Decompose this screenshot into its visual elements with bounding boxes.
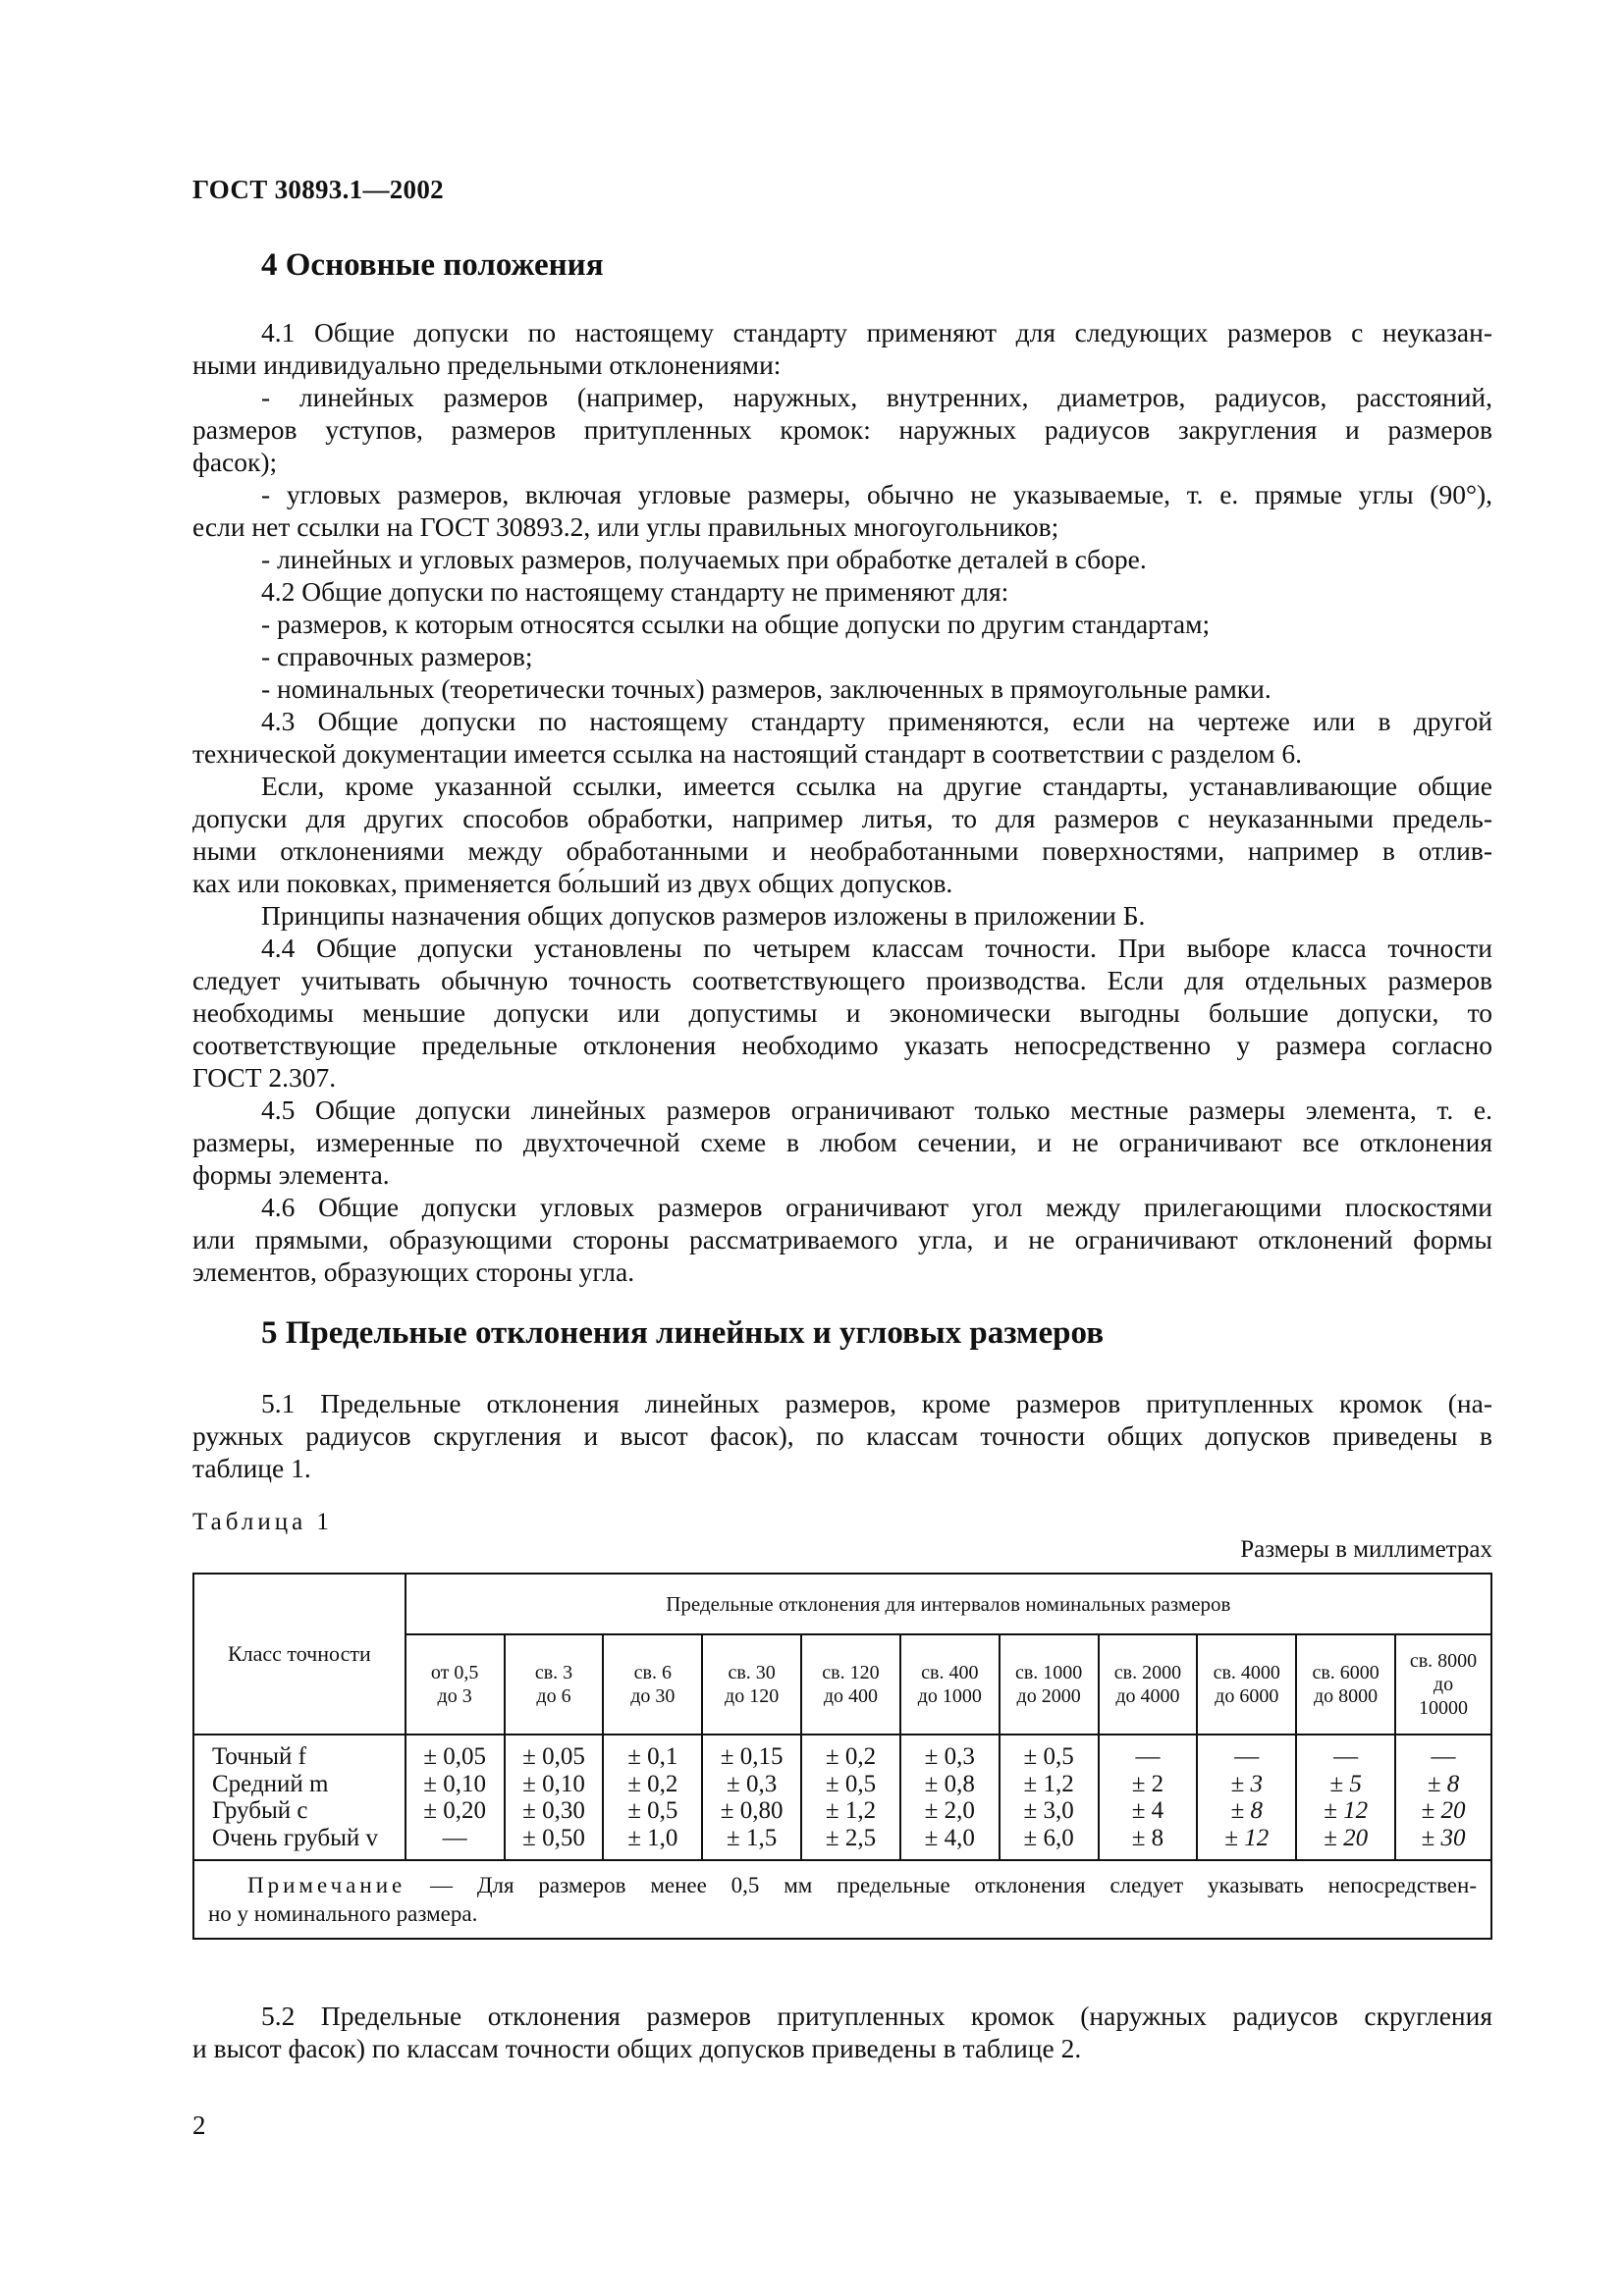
text-line: 4.2 Общие допуски по настоящему стандарту не применяют для: — [261, 576, 1009, 607]
tolerance-column — [505, 1735, 604, 1860]
page-number: 2 — [192, 2110, 206, 2140]
tolerance-value: ± 2 — [1131, 1770, 1164, 1797]
gost-header: ГОСТ 30893.1—2002 — [192, 175, 444, 204]
interval-header — [1197, 1634, 1296, 1735]
tolerance-value: ± 0,15 — [720, 1743, 784, 1770]
tolerance-value: ± 0,20 — [423, 1797, 486, 1824]
class-header: Класс точности — [193, 1574, 406, 1735]
tolerance-column — [801, 1735, 900, 1860]
text-line: 4.6 Общие допуски угловых размеров ограничивают угол между прилегающими плоскостями — [261, 1192, 1492, 1222]
tolerance-value: ± 30 — [1421, 1824, 1466, 1851]
tolerance-value: ± 0,2 — [825, 1743, 877, 1770]
class-name: Очень грубый v — [212, 1824, 378, 1851]
text-line: Если, кроме указанной ссылки, имеется ссылка на другие стандарты, устанавливающие общие — [261, 771, 1492, 801]
text-line: ГОСТ 2.307. — [192, 1062, 337, 1093]
tolerance-value: ± 2,5 — [825, 1824, 877, 1851]
tolerance-column — [1296, 1735, 1395, 1860]
text-line: формы элемента. — [192, 1159, 390, 1190]
tolerance-value: ± 0,5 — [627, 1797, 678, 1824]
text-line: - размеров, к которым относятся ссылки на общие допуски по другим стандартам; — [261, 609, 1211, 639]
tolerance-value: ± 8 — [1427, 1770, 1460, 1797]
note-line: но у номинального размера. — [208, 1901, 478, 1926]
tolerance-value: ± 1,2 — [825, 1797, 877, 1824]
tolerance-value: ± 3 — [1230, 1770, 1264, 1797]
text-line: следует учитывать обычную точность соответствующего производства. Если для отдельных размеров — [192, 965, 1492, 995]
interval-line: до — [1433, 1674, 1454, 1695]
tolerance-value: ± 1,2 — [1023, 1770, 1074, 1797]
interval-line: св. 6 — [633, 1662, 672, 1683]
interval-line: до 6000 — [1215, 1685, 1279, 1707]
class-names-cell — [193, 1735, 406, 1860]
class-name: Средний m — [212, 1770, 329, 1797]
text-line: ными отклонениями между обработанными и необработанными поверхностями, например в отлив- — [192, 835, 1492, 866]
text-line: 5.1 Предельные отклонения линейных размеров, кроме размеров притупленных кромок (на- — [261, 1388, 1492, 1418]
note-text: — Для размеров менее 0,5 мм предельные отклонения следует указывать непосредствен- — [406, 1873, 1477, 1897]
interval-line: до 8000 — [1314, 1685, 1379, 1707]
interval-line: св. 8000 — [1409, 1650, 1478, 1672]
tolerance-value: — — [1234, 1743, 1260, 1770]
text-line: и высот фасок) по классам точности общих допусков приведены в таблице 2. — [192, 2033, 1082, 2063]
interval-line: св. 1000 — [1014, 1662, 1083, 1683]
interval-line: до 3 — [437, 1685, 472, 1707]
text-line: - угловых размеров, включая угловые размеры, обычно не указываемые, т. е. прямые углы (90°), — [261, 479, 1492, 509]
text-line: ными индивидуально предельными отклонениями: — [192, 349, 782, 380]
text-line: размеров уступов, размеров притупленных кромок: наружных радиусов закругления и размеров — [192, 414, 1492, 445]
text-line: ружных радиусов скругления и высот фасок), по классам точности общих допусков приведены в — [192, 1420, 1492, 1451]
text-line: - линейных размеров (например, наружных, внутренних, диаметров, радиусов, расстояний, — [261, 382, 1492, 412]
tolerance-value: ± 0,50 — [522, 1824, 585, 1851]
text-line: - справочных размеров; — [261, 641, 533, 671]
text-line: Принципы назначения общих допусков размеров изложены в приложении Б. — [261, 900, 1146, 931]
tolerance-value: ± 4 — [1131, 1797, 1164, 1824]
table-caption: Таблица 1 — [192, 1509, 333, 1535]
tolerance-value: ± 5 — [1329, 1770, 1362, 1797]
tolerance-value: ± 8 — [1131, 1824, 1164, 1851]
interval-header — [406, 1634, 505, 1735]
tolerance-value: ± 0,8 — [924, 1770, 975, 1797]
tolerance-value: ± 0,80 — [720, 1797, 784, 1824]
text-line: или прямыми, образующими стороны рассматриваемого угла, и не ограничивают отклонений формы — [192, 1224, 1492, 1255]
tolerance-value: ± 0,10 — [522, 1770, 585, 1797]
tolerance-value: ± 8 — [1230, 1797, 1264, 1824]
tolerance-value: ± 12 — [1324, 1797, 1369, 1824]
paragraph-4-4 — [192, 932, 1492, 1094]
table-note — [193, 1860, 1491, 1939]
text-line: - линейных и угловых размеров, получаемых при обработке деталей в сборе. — [261, 544, 1147, 574]
text-line: таблице 1. — [192, 1453, 311, 1483]
paragraph-4-1-c — [192, 543, 1492, 575]
interval-header — [702, 1634, 801, 1735]
text-line: 4.4 Общие допуски установлены по четырем классам точности. При выборе класса точности — [261, 933, 1492, 963]
paragraph-4-3-b — [192, 770, 1492, 899]
text-line: размеры, измеренные по двухточечной схеме в любом сечении, и не ограничивают все отклонения — [192, 1127, 1492, 1157]
interval-line: до 120 — [725, 1685, 780, 1707]
text-line: необходимы меньшие допуски или допустимы и экономически выгодны большие допуски, то — [192, 997, 1492, 1028]
interval-line: от 0,5 — [430, 1662, 479, 1683]
paragraph-4-1 — [192, 316, 1492, 381]
text-line: соответствующие предельные отклонения необходимо указать непосредственно у размера согласно — [192, 1030, 1492, 1060]
text-line: - номинальных (теоретически точных) размеров, заключенных в прямоугольные рамки. — [261, 673, 1271, 704]
tolerance-value: — — [442, 1824, 467, 1851]
interval-line: до 6 — [536, 1685, 571, 1707]
tolerance-value: ± 0,5 — [825, 1770, 877, 1797]
tolerance-value: ± 0,3 — [924, 1743, 975, 1770]
group-header: Предельные отклонения для интервалов номинальных размеров — [406, 1574, 1491, 1634]
interval-line: 10000 — [1419, 1697, 1468, 1719]
interval-line: до 2000 — [1016, 1685, 1081, 1707]
interval-header — [801, 1634, 900, 1735]
interval-line: св. 3 — [534, 1662, 573, 1683]
tolerance-column — [603, 1735, 702, 1860]
tolerance-value: ± 2,0 — [924, 1797, 975, 1824]
tolerance-value: ± 1,0 — [627, 1824, 678, 1851]
text-line: элементов, образующих стороны угла. — [192, 1256, 635, 1287]
paragraph-5-1 — [192, 1387, 1492, 1484]
class-name: Точный f — [212, 1743, 306, 1770]
tolerance-value: ± 12 — [1224, 1824, 1270, 1851]
tolerance-value: — — [1431, 1743, 1456, 1770]
note-line — [208, 1871, 1477, 1899]
interval-line: св. 120 — [822, 1662, 880, 1683]
class-name: Грубый c — [212, 1797, 308, 1824]
tolerance-value: ± 0,2 — [627, 1770, 678, 1797]
paragraph-4-3-c — [192, 899, 1492, 932]
tolerance-column — [900, 1735, 1000, 1860]
interval-line: св. 6000 — [1312, 1662, 1380, 1683]
tolerance-column — [1099, 1735, 1198, 1860]
interval-line: св. 400 — [921, 1662, 979, 1683]
tolerance-table — [192, 1573, 1492, 1940]
text-line: допуски для других способов обработки, например литья, то для размеров с неуказанными предель- — [192, 803, 1492, 833]
interval-line: до 30 — [630, 1685, 676, 1707]
paragraph-4-6 — [192, 1191, 1492, 1288]
tolerance-value: ± 3,0 — [1023, 1797, 1074, 1824]
text-line: фасок); — [192, 447, 278, 477]
table-units: Размеры в миллиметрах — [1240, 1536, 1492, 1563]
paragraph-4-5 — [192, 1094, 1492, 1191]
tolerance-value: ± 20 — [1421, 1797, 1466, 1824]
tolerance-column — [702, 1735, 801, 1860]
text-line: если нет ссылки на ГОСТ 30893.2, или углы правильных многоугольников; — [192, 511, 1059, 542]
paragraph-5-2 — [192, 2000, 1492, 2064]
tolerance-column — [1395, 1735, 1491, 1860]
tolerance-column — [1000, 1735, 1099, 1860]
interval-line: до 400 — [823, 1685, 879, 1707]
tolerance-value: — — [1135, 1743, 1161, 1770]
interval-line: св. 4000 — [1213, 1662, 1280, 1683]
tolerance-value: ± 0,5 — [1023, 1743, 1074, 1770]
tolerance-column — [1197, 1735, 1296, 1860]
section-5-title: 5 Предельные отклонения линейных и угловых размеров — [261, 1315, 1105, 1351]
interval-header — [505, 1634, 604, 1735]
interval-header — [1000, 1634, 1099, 1735]
interval-line: до 4000 — [1115, 1685, 1180, 1707]
tolerance-value: ± 6,0 — [1023, 1824, 1074, 1851]
interval-header — [900, 1634, 1000, 1735]
text-line: 4.1 Общие допуски по настоящему стандарту применяют для следующих размеров с неуказан- — [261, 317, 1492, 347]
interval-line: св. 30 — [728, 1662, 776, 1683]
tolerance-value: — — [1333, 1743, 1359, 1770]
tolerance-value: ± 0,1 — [627, 1743, 678, 1770]
tolerance-value: ± 0,05 — [522, 1743, 585, 1770]
tolerance-value: ± 4,0 — [924, 1824, 975, 1851]
interval-header — [1099, 1634, 1198, 1735]
text-line: технической документации имеется ссылка на настоящий стандарт в соответствии с разделом 6. — [192, 738, 1303, 769]
tolerance-value: ± 0,05 — [423, 1743, 486, 1770]
tolerance-value: ± 0,10 — [423, 1770, 486, 1797]
interval-header — [1395, 1634, 1491, 1735]
tolerance-value: ± 20 — [1324, 1824, 1369, 1851]
text-line: ках или поковках, применяется бо́льший из двух общих допусков. — [192, 868, 953, 898]
text-line: 4.3 Общие допуски по настоящему стандарту применяются, если на чертеже или в другой — [261, 706, 1492, 736]
tolerance-value: ± 0,30 — [522, 1797, 585, 1824]
paragraph-4-1-a — [192, 381, 1492, 478]
interval-header — [603, 1634, 702, 1735]
tolerance-column — [406, 1735, 505, 1860]
text-line: 4.5 Общие допуски линейных размеров ограничивают только местные размеры элемента, т. е. — [261, 1095, 1492, 1125]
note-label: Примечание — [247, 1873, 406, 1897]
interval-line: св. 2000 — [1113, 1662, 1182, 1683]
text-line: 5.2 Предельные отклонения размеров притупленных кромок (наружных радиусов скругления — [261, 2001, 1492, 2031]
paragraph-4-2 — [192, 575, 1492, 705]
paragraph-4-3 — [192, 705, 1492, 770]
paragraph-4-1-b — [192, 478, 1492, 543]
tolerance-value: ± 1,5 — [727, 1824, 778, 1851]
section-4-title: 4 Основные положения — [261, 247, 604, 283]
tolerance-value: ± 0,3 — [727, 1770, 778, 1797]
interval-header — [1296, 1634, 1395, 1735]
interval-line: до 1000 — [917, 1685, 982, 1707]
